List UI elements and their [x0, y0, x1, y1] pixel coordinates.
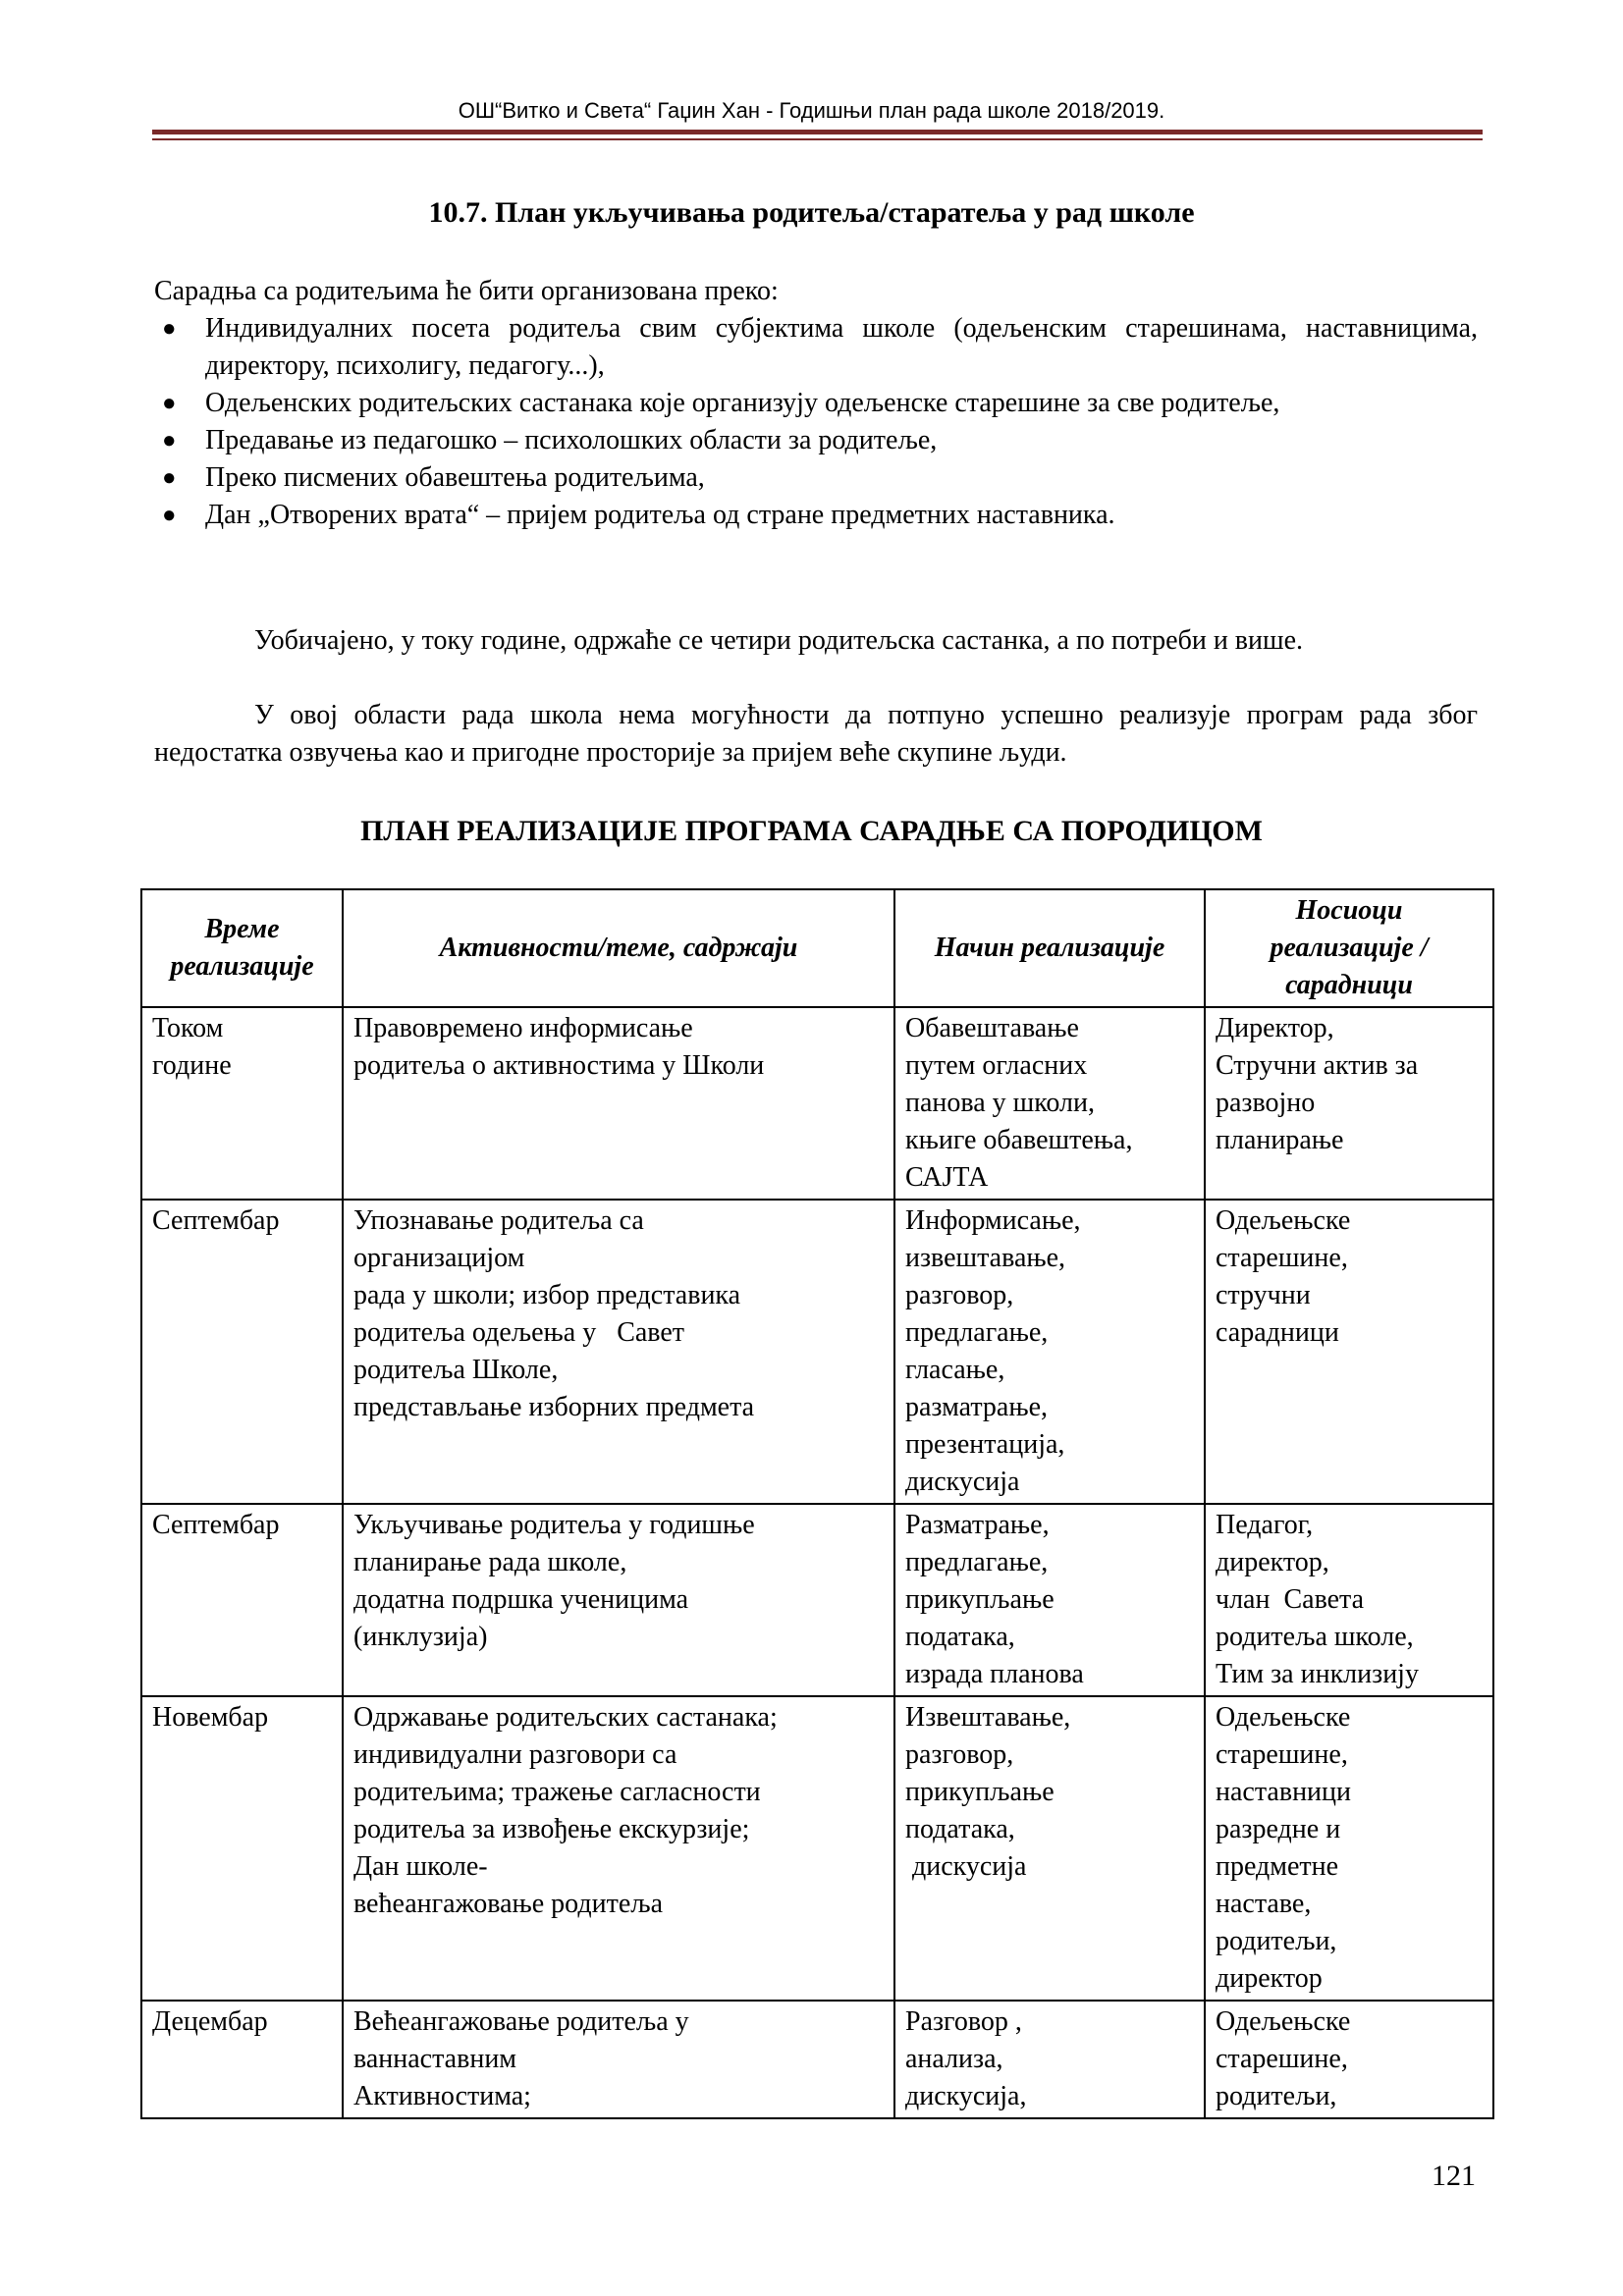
cell-line: стручни	[1216, 1280, 1311, 1310]
cell-line: дискусија	[905, 1851, 1027, 1882]
cell-line: САЈТА	[905, 1162, 989, 1193]
plan-table	[140, 888, 1494, 2119]
cell-time	[141, 1007, 343, 1200]
table-row	[141, 2001, 1493, 2118]
cell-line: старешине,	[1216, 1739, 1348, 1770]
cell-line: разредне и	[1216, 1814, 1341, 1844]
cell-line: дискусија	[905, 1467, 1020, 1497]
header-cell-time	[141, 889, 343, 1007]
cell-responsible	[1205, 1200, 1493, 1504]
table-title: ПЛАН РЕАЛИЗАЦИЈЕ ПРОГРАМА САРАДЊЕ СА ПОРОДИЦОМ	[360, 815, 1263, 847]
cell-line: директор	[1216, 1963, 1323, 1994]
bullet-item: ● Преко писмених обавештења родитељима,	[154, 459, 1478, 497]
cell-line: већеангажовање родитеља	[353, 1889, 664, 1919]
cell-line: Правовремено информисање	[353, 1013, 693, 1043]
cell-line: старешине,	[1216, 1243, 1348, 1273]
cell-line: Дан школе-	[353, 1851, 488, 1882]
cell-line: наставе,	[1216, 1889, 1312, 1919]
cell-line: развојно	[1216, 1088, 1316, 1118]
cell-line: предлагање,	[905, 1547, 1049, 1577]
cell-line: панова у школи,	[905, 1088, 1096, 1118]
cell-line: родитељи,	[1216, 1926, 1337, 1956]
bullet-icon: ●	[162, 465, 177, 491]
cell-line: Педагог,	[1216, 1510, 1314, 1540]
bullet-item: ● Дан „Отворених врата“ – пријем родитеља од стране предметних наставника.	[154, 497, 1478, 534]
table-row	[141, 1504, 1493, 1696]
bullet-icon: ●	[162, 316, 177, 342]
bullet-item: ● Индивидуалних посета родитеља свим субјектима школе (одељенским старешинама, наставницима, директору, психолигу, педагогу...),	[154, 310, 1478, 385]
cell-line: Одељењске	[1216, 2006, 1351, 2037]
cell-line: Извештавање,	[905, 1702, 1071, 1733]
bullet-icon: ●	[162, 503, 177, 528]
cell-line: Одељењске	[1216, 1205, 1351, 1236]
cell-line: ваннаставним	[353, 2044, 517, 2074]
cell-line: реализације /	[1270, 933, 1429, 963]
cell-line: Стручни актив за	[1216, 1050, 1419, 1081]
cell-line: прикупљање	[905, 1777, 1055, 1807]
cell-line: родитеља одељења у Савет	[353, 1317, 685, 1348]
cell-method	[894, 1696, 1205, 2001]
cell-line: старешине,	[1216, 2044, 1348, 2074]
cell-line: гласање,	[905, 1355, 1005, 1385]
bullet-item: ● Одељенских родитељских састанака које организују одељенске старешине за све родитеље,	[154, 385, 1478, 422]
bullet-icon: ●	[162, 428, 177, 454]
cell-line: рада у школи; избор представика	[353, 1280, 741, 1310]
cell-line: сарадници	[1216, 1317, 1339, 1348]
cell-time	[141, 2001, 343, 2118]
cell-line: презентација,	[905, 1429, 1065, 1460]
cell-line: (инклузија)	[353, 1622, 488, 1652]
cell-line: директор,	[1216, 1547, 1329, 1577]
cell-method	[894, 1504, 1205, 1696]
section-title: 10.7. План укључивања родитеља/старатеља у рад школе	[428, 196, 1195, 229]
cell-time	[141, 1504, 343, 1696]
cell-line: Разматрање,	[905, 1510, 1050, 1540]
cell-activities	[343, 1007, 894, 1200]
cell-responsible	[1205, 1696, 1493, 2001]
cell-line: Тим за инклизију	[1216, 1659, 1419, 1689]
cell-line: Током	[152, 1013, 224, 1043]
cell-line: Обавештавање	[905, 1013, 1079, 1043]
paragraph: У овој области рада школа нема могућности да потпуно успешно реализује програм рада због недостатка озвучења као и пригодне просторије за пријем веће скупине људи.	[154, 700, 1478, 768]
cell-method	[894, 1200, 1205, 1504]
cell-line: Активностима;	[353, 2081, 531, 2111]
cell-line: путем огласних	[905, 1050, 1088, 1081]
cell-line: Начин реализације	[934, 933, 1165, 963]
cell-line: родитељи,	[1216, 2081, 1337, 2111]
cell-line: Упознавање родитеља са	[353, 1205, 644, 1236]
cell-line: дискусија,	[905, 2081, 1027, 2111]
paragraph: Уобичајено, у току године, одржаће се четири родитељска састанка, а по потреби и више.	[254, 625, 1303, 656]
cell-line: родитељима; тражење сагласности	[353, 1777, 761, 1807]
header-cell-method	[894, 889, 1205, 1007]
table-row	[141, 1696, 1493, 2001]
header-rule-thin	[152, 138, 1483, 140]
cell-responsible	[1205, 1007, 1493, 1200]
bullet-list	[154, 310, 1478, 534]
running-header: ОШ“Витко и Света“ Гаџин Хан - Годишњи план рада школе 2018/2019.	[458, 98, 1165, 123]
cell-line: реализације	[170, 951, 314, 982]
cell-method	[894, 1007, 1205, 1200]
cell-line: Време	[204, 914, 280, 944]
cell-line: израда планова	[905, 1659, 1084, 1689]
header-cell-responsible	[1205, 889, 1493, 1007]
cell-line: Одељењске	[1216, 1702, 1351, 1733]
cell-line: података,	[905, 1622, 1015, 1652]
cell-line: представљање изборних предмета	[353, 1392, 755, 1422]
table-row	[141, 1007, 1493, 1200]
cell-line: података,	[905, 1814, 1015, 1844]
cell-line: планирање рада школе,	[353, 1547, 627, 1577]
cell-line: разговор,	[905, 1280, 1014, 1310]
cell-activities	[343, 1504, 894, 1696]
cell-time	[141, 1696, 343, 2001]
cell-line: Септембар	[152, 1205, 280, 1236]
cell-line: предметне	[1216, 1851, 1339, 1882]
cell-line: Разговор ,	[905, 2006, 1022, 2037]
bullet-item: ● Предавање из педагошко – психолошких области за родитеље,	[154, 422, 1478, 459]
cell-line: разматрање,	[905, 1392, 1049, 1422]
cell-line: организацијом	[353, 1243, 525, 1273]
cell-responsible	[1205, 2001, 1493, 2118]
cell-line: родитеља за извођење екскурзије;	[353, 1814, 750, 1844]
cell-line: Директор,	[1216, 1013, 1334, 1043]
cell-activities	[343, 2001, 894, 2118]
cell-line: додатна подршка ученицима	[353, 1584, 689, 1615]
table-row	[141, 1200, 1493, 1504]
cell-line: разговор,	[905, 1739, 1014, 1770]
cell-time	[141, 1200, 343, 1504]
cell-line: родитеља школе,	[1216, 1622, 1414, 1652]
cell-line: извештавање,	[905, 1243, 1066, 1273]
cell-line: Септембар	[152, 1510, 280, 1540]
cell-line: родитеља о активностима у Школи	[353, 1050, 765, 1081]
cell-line: планирање	[1216, 1125, 1344, 1155]
header-rule-thick	[152, 130, 1483, 134]
cell-responsible	[1205, 1504, 1493, 1696]
cell-line: Новембар	[152, 1702, 269, 1733]
cell-line: Укључивање родитеља у годишње	[353, 1510, 755, 1540]
cell-line: Одржавање родитељских састанака;	[353, 1702, 778, 1733]
cell-line: године	[152, 1050, 232, 1081]
cell-method	[894, 2001, 1205, 2118]
bullet-icon: ●	[162, 391, 177, 416]
cell-line: члан Савета	[1216, 1584, 1365, 1615]
table-header-row	[141, 889, 1493, 1007]
cell-line: наставници	[1216, 1777, 1352, 1807]
cell-line: предлагање,	[905, 1317, 1049, 1348]
cell-line: књиге обавештења,	[905, 1125, 1133, 1155]
intro-text: Сарадња са родитељима ће бити организована преко:	[154, 276, 779, 306]
cell-line: родитеља Школе,	[353, 1355, 559, 1385]
cell-line: Децембар	[152, 2006, 268, 2037]
cell-line: сарадници	[1285, 970, 1413, 1000]
cell-line: Информисање,	[905, 1205, 1081, 1236]
cell-activities	[343, 1696, 894, 2001]
cell-line: Већеангажовање родитеља у	[353, 2006, 689, 2037]
cell-line: прикупљање	[905, 1584, 1055, 1615]
header-cell-activities	[343, 889, 894, 1007]
cell-line: анализа,	[905, 2044, 1003, 2074]
cell-line: Активности/теме, садржаји	[439, 933, 798, 963]
cell-line: индивидуални разговори са	[353, 1739, 677, 1770]
cell-activities	[343, 1200, 894, 1504]
page-number: 121	[1432, 2160, 1476, 2192]
cell-line: Носиоци	[1295, 895, 1403, 926]
